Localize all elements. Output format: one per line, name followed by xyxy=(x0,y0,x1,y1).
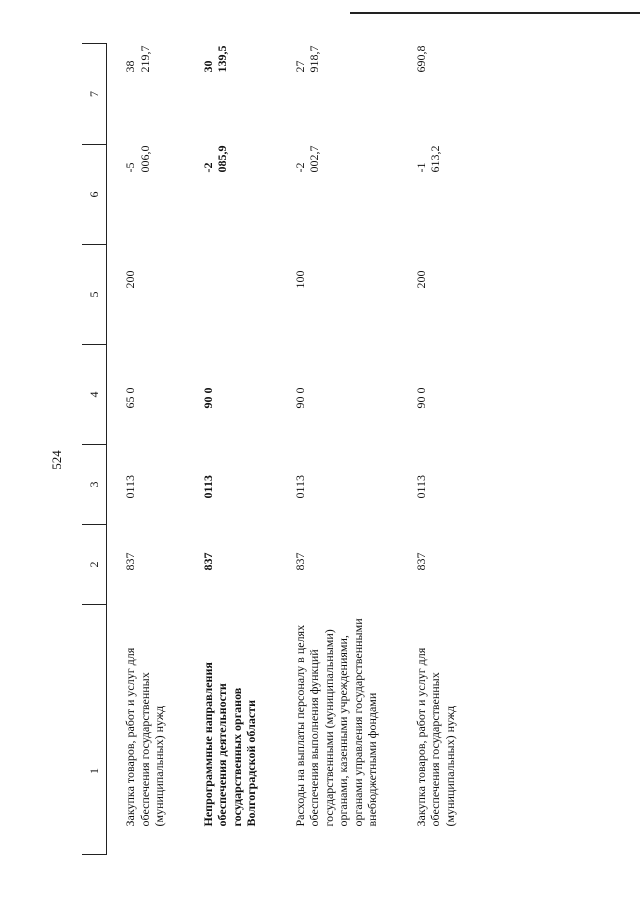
table-row xyxy=(185,44,277,855)
row-change-amount: -1 613,2 xyxy=(413,145,442,173)
row-ministry-code: 837 xyxy=(123,552,137,571)
row-expense-type xyxy=(185,245,277,345)
row-description: Непрограммные направления обеспечения деятельности государственных органов Волгоградской области xyxy=(200,662,258,827)
budget-table xyxy=(82,43,475,855)
header-col-4: 4 xyxy=(82,345,107,445)
row-total-amount: 38 219,7 xyxy=(123,45,152,73)
table-row xyxy=(277,44,398,855)
row-expense-type: 200 xyxy=(123,270,137,289)
row-description: Закупка товаров, работ и услуг для обеспечения государственных (муниципальных) нужд xyxy=(413,647,457,827)
row-target-code: 90 0 xyxy=(292,387,307,409)
row-expense-type: 100 xyxy=(292,270,307,289)
row-change-amount: -2 085,9 xyxy=(200,145,229,173)
header-col-3: 3 xyxy=(82,445,107,525)
table-row xyxy=(398,44,476,855)
header-col-5: 5 xyxy=(82,245,107,345)
row-section-code: 0113 xyxy=(413,474,428,499)
top-rule xyxy=(350,12,640,14)
row-description: Закупка товаров, работ и услуг для обеспечения государственных (муниципальных) нужд xyxy=(123,647,166,827)
header-row xyxy=(82,44,107,855)
page-number: 524 xyxy=(49,450,64,470)
row-section-code: 0113 xyxy=(123,474,137,499)
row-total-amount: 30 139,5 xyxy=(200,45,229,73)
row-ministry-code: 837 xyxy=(200,552,215,571)
header-col-6: 6 xyxy=(82,145,107,245)
header-col-1: 1 xyxy=(82,605,107,855)
row-target-code: 90 0 xyxy=(413,387,428,409)
row-total-amount: 690,8 xyxy=(413,45,428,73)
row-expense-type: 200 xyxy=(413,270,428,289)
row-target-code: 90 0 xyxy=(200,387,215,409)
row-change-amount: -5 006,0 xyxy=(123,145,152,173)
table-container xyxy=(82,44,632,855)
row-total-amount: 27 918,7 xyxy=(292,45,321,73)
row-ministry-code: 837 xyxy=(413,552,428,571)
row-target-code: 65 0 xyxy=(123,387,137,409)
row-section-code: 0113 xyxy=(200,475,215,499)
header-col-2: 2 xyxy=(82,525,107,605)
row-ministry-code: 837 xyxy=(292,552,307,571)
table-row xyxy=(107,44,185,855)
rotated-table-frame xyxy=(82,44,632,855)
row-description: Расходы на выплаты персоналу в целях обеспечения выполнения функций государственными (муниципальными) органами, казенными учреждениями, органами управления государственными внебюджетными фондами xyxy=(292,618,379,827)
row-change-amount: -2 002,7 xyxy=(292,145,321,173)
header-col-7: 7 xyxy=(82,44,107,145)
row-section-code: 0113 xyxy=(292,474,307,499)
